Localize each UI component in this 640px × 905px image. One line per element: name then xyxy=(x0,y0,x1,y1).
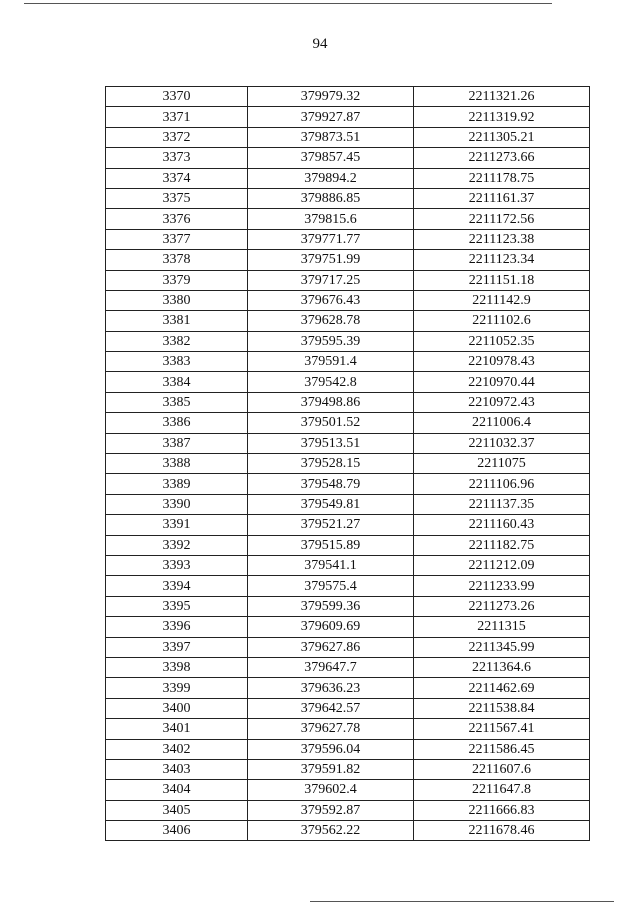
y-coordinate-cell: 2211273.26 xyxy=(414,596,590,616)
point-number-cell: 3376 xyxy=(106,209,248,229)
x-coordinate-cell: 379647.7 xyxy=(248,657,414,677)
x-coordinate-cell: 379515.89 xyxy=(248,535,414,555)
table-row xyxy=(106,719,590,739)
table-row xyxy=(106,311,590,331)
point-number-cell: 3378 xyxy=(106,250,248,270)
point-number-cell: 3384 xyxy=(106,372,248,392)
x-coordinate-cell: 379815.6 xyxy=(248,209,414,229)
y-coordinate-cell: 2211160.43 xyxy=(414,515,590,535)
table-row xyxy=(106,87,590,107)
x-coordinate-cell: 379592.87 xyxy=(248,800,414,820)
point-number-cell: 3405 xyxy=(106,800,248,820)
point-number-cell: 3390 xyxy=(106,494,248,514)
table-row xyxy=(106,352,590,372)
y-coordinate-cell: 2211233.99 xyxy=(414,576,590,596)
point-number-cell: 3386 xyxy=(106,413,248,433)
x-coordinate-cell: 379549.81 xyxy=(248,494,414,514)
point-number-cell: 3406 xyxy=(106,821,248,841)
table-row xyxy=(106,657,590,677)
y-coordinate-cell: 2211106.96 xyxy=(414,474,590,494)
y-coordinate-cell: 2211142.9 xyxy=(414,290,590,310)
y-coordinate-cell: 2211137.35 xyxy=(414,494,590,514)
table-row xyxy=(106,188,590,208)
point-number-cell: 3403 xyxy=(106,759,248,779)
x-coordinate-cell: 379513.51 xyxy=(248,433,414,453)
coordinates-table-body xyxy=(106,87,590,841)
x-coordinate-cell: 379609.69 xyxy=(248,617,414,637)
y-coordinate-cell: 2211172.56 xyxy=(414,209,590,229)
top-rule xyxy=(24,3,552,4)
x-coordinate-cell: 379636.23 xyxy=(248,678,414,698)
table-row xyxy=(106,637,590,657)
y-coordinate-cell: 2211102.6 xyxy=(414,311,590,331)
table-row xyxy=(106,229,590,249)
point-number-cell: 3388 xyxy=(106,454,248,474)
table-row xyxy=(106,555,590,575)
table-row xyxy=(106,515,590,535)
point-number-cell: 3387 xyxy=(106,433,248,453)
x-coordinate-cell: 379562.22 xyxy=(248,821,414,841)
table-row xyxy=(106,250,590,270)
point-number-cell: 3370 xyxy=(106,87,248,107)
point-number-cell: 3385 xyxy=(106,392,248,412)
table-row xyxy=(106,392,590,412)
x-coordinate-cell: 379575.4 xyxy=(248,576,414,596)
x-coordinate-cell: 379501.52 xyxy=(248,413,414,433)
x-coordinate-cell: 379857.45 xyxy=(248,148,414,168)
y-coordinate-cell: 2211567.41 xyxy=(414,719,590,739)
table-row xyxy=(106,433,590,453)
y-coordinate-cell: 2211075 xyxy=(414,454,590,474)
x-coordinate-cell: 379628.78 xyxy=(248,311,414,331)
y-coordinate-cell: 2211212.09 xyxy=(414,555,590,575)
page-number: 94 xyxy=(312,36,328,52)
point-number-cell: 3392 xyxy=(106,535,248,555)
x-coordinate-cell: 379599.36 xyxy=(248,596,414,616)
y-coordinate-cell: 2211032.37 xyxy=(414,433,590,453)
table-row xyxy=(106,413,590,433)
x-coordinate-cell: 379602.4 xyxy=(248,780,414,800)
x-coordinate-cell: 379595.39 xyxy=(248,331,414,351)
point-number-cell: 3396 xyxy=(106,617,248,637)
point-number-cell: 3401 xyxy=(106,719,248,739)
table-row xyxy=(106,168,590,188)
point-number-cell: 3394 xyxy=(106,576,248,596)
point-number-cell: 3382 xyxy=(106,331,248,351)
y-coordinate-cell: 2210978.43 xyxy=(414,352,590,372)
x-coordinate-cell: 379927.87 xyxy=(248,107,414,127)
point-number-cell: 3373 xyxy=(106,148,248,168)
table-row xyxy=(106,290,590,310)
y-coordinate-cell: 2210972.43 xyxy=(414,392,590,412)
point-number-cell: 3372 xyxy=(106,127,248,147)
y-coordinate-cell: 2211364.6 xyxy=(414,657,590,677)
x-coordinate-cell: 379542.8 xyxy=(248,372,414,392)
bottom-rule xyxy=(310,901,614,902)
table-row xyxy=(106,372,590,392)
x-coordinate-cell: 379627.78 xyxy=(248,719,414,739)
table-row xyxy=(106,596,590,616)
x-coordinate-cell: 379591.82 xyxy=(248,759,414,779)
point-number-cell: 3399 xyxy=(106,678,248,698)
y-coordinate-cell: 2211345.99 xyxy=(414,637,590,657)
x-coordinate-cell: 379591.4 xyxy=(248,352,414,372)
x-coordinate-cell: 379676.43 xyxy=(248,290,414,310)
x-coordinate-cell: 379979.32 xyxy=(248,87,414,107)
y-coordinate-cell: 2211151.18 xyxy=(414,270,590,290)
y-coordinate-cell: 2211321.26 xyxy=(414,87,590,107)
y-coordinate-cell: 2211647.8 xyxy=(414,780,590,800)
x-coordinate-cell: 379873.51 xyxy=(248,127,414,147)
point-number-cell: 3395 xyxy=(106,596,248,616)
table-row xyxy=(106,148,590,168)
y-coordinate-cell: 2211538.84 xyxy=(414,698,590,718)
x-coordinate-cell: 379627.86 xyxy=(248,637,414,657)
y-coordinate-cell: 2211006.4 xyxy=(414,413,590,433)
x-coordinate-cell: 379548.79 xyxy=(248,474,414,494)
table-row xyxy=(106,739,590,759)
point-number-cell: 3377 xyxy=(106,229,248,249)
table-row xyxy=(106,576,590,596)
table-row xyxy=(106,800,590,820)
x-coordinate-cell: 379541.1 xyxy=(248,555,414,575)
y-coordinate-cell: 2211123.38 xyxy=(414,229,590,249)
y-coordinate-cell: 2211315 xyxy=(414,617,590,637)
y-coordinate-cell: 2211182.75 xyxy=(414,535,590,555)
table-row xyxy=(106,127,590,147)
point-number-cell: 3374 xyxy=(106,168,248,188)
table-row xyxy=(106,107,590,127)
y-coordinate-cell: 2211607.6 xyxy=(414,759,590,779)
x-coordinate-cell: 379498.86 xyxy=(248,392,414,412)
table-row xyxy=(106,209,590,229)
point-number-cell: 3391 xyxy=(106,515,248,535)
table-row xyxy=(106,780,590,800)
point-number-cell: 3381 xyxy=(106,311,248,331)
point-number-cell: 3400 xyxy=(106,698,248,718)
x-coordinate-cell: 379717.25 xyxy=(248,270,414,290)
table-row xyxy=(106,821,590,841)
x-coordinate-cell: 379771.77 xyxy=(248,229,414,249)
point-number-cell: 3393 xyxy=(106,555,248,575)
y-coordinate-cell: 2211161.37 xyxy=(414,188,590,208)
x-coordinate-cell: 379886.85 xyxy=(248,188,414,208)
x-coordinate-cell: 379751.99 xyxy=(248,250,414,270)
x-coordinate-cell: 379528.15 xyxy=(248,454,414,474)
point-number-cell: 3397 xyxy=(106,637,248,657)
point-number-cell: 3402 xyxy=(106,739,248,759)
y-coordinate-cell: 2211178.75 xyxy=(414,168,590,188)
point-number-cell: 3375 xyxy=(106,188,248,208)
y-coordinate-cell: 2211586.45 xyxy=(414,739,590,759)
table-row xyxy=(106,331,590,351)
x-coordinate-cell: 379521.27 xyxy=(248,515,414,535)
point-number-cell: 3404 xyxy=(106,780,248,800)
table-row xyxy=(106,698,590,718)
table-row xyxy=(106,454,590,474)
table-row xyxy=(106,474,590,494)
table-row xyxy=(106,617,590,637)
point-number-cell: 3389 xyxy=(106,474,248,494)
x-coordinate-cell: 379894.2 xyxy=(248,168,414,188)
point-number-cell: 3380 xyxy=(106,290,248,310)
table-row xyxy=(106,759,590,779)
point-number-cell: 3383 xyxy=(106,352,248,372)
y-coordinate-cell: 2211305.21 xyxy=(414,127,590,147)
y-coordinate-cell: 2211678.46 xyxy=(414,821,590,841)
table-row xyxy=(106,494,590,514)
y-coordinate-cell: 2211273.66 xyxy=(414,148,590,168)
y-coordinate-cell: 2211052.35 xyxy=(414,331,590,351)
y-coordinate-cell: 2211666.83 xyxy=(414,800,590,820)
table-row xyxy=(106,270,590,290)
y-coordinate-cell: 2211462.69 xyxy=(414,678,590,698)
x-coordinate-cell: 379596.04 xyxy=(248,739,414,759)
point-number-cell: 3379 xyxy=(106,270,248,290)
table-row xyxy=(106,678,590,698)
x-coordinate-cell: 379642.57 xyxy=(248,698,414,718)
y-coordinate-cell: 2211123.34 xyxy=(414,250,590,270)
point-number-cell: 3398 xyxy=(106,657,248,677)
y-coordinate-cell: 2211319.92 xyxy=(414,107,590,127)
table-row xyxy=(106,535,590,555)
y-coordinate-cell: 2210970.44 xyxy=(414,372,590,392)
point-number-cell: 3371 xyxy=(106,107,248,127)
coordinates-table xyxy=(105,86,590,841)
